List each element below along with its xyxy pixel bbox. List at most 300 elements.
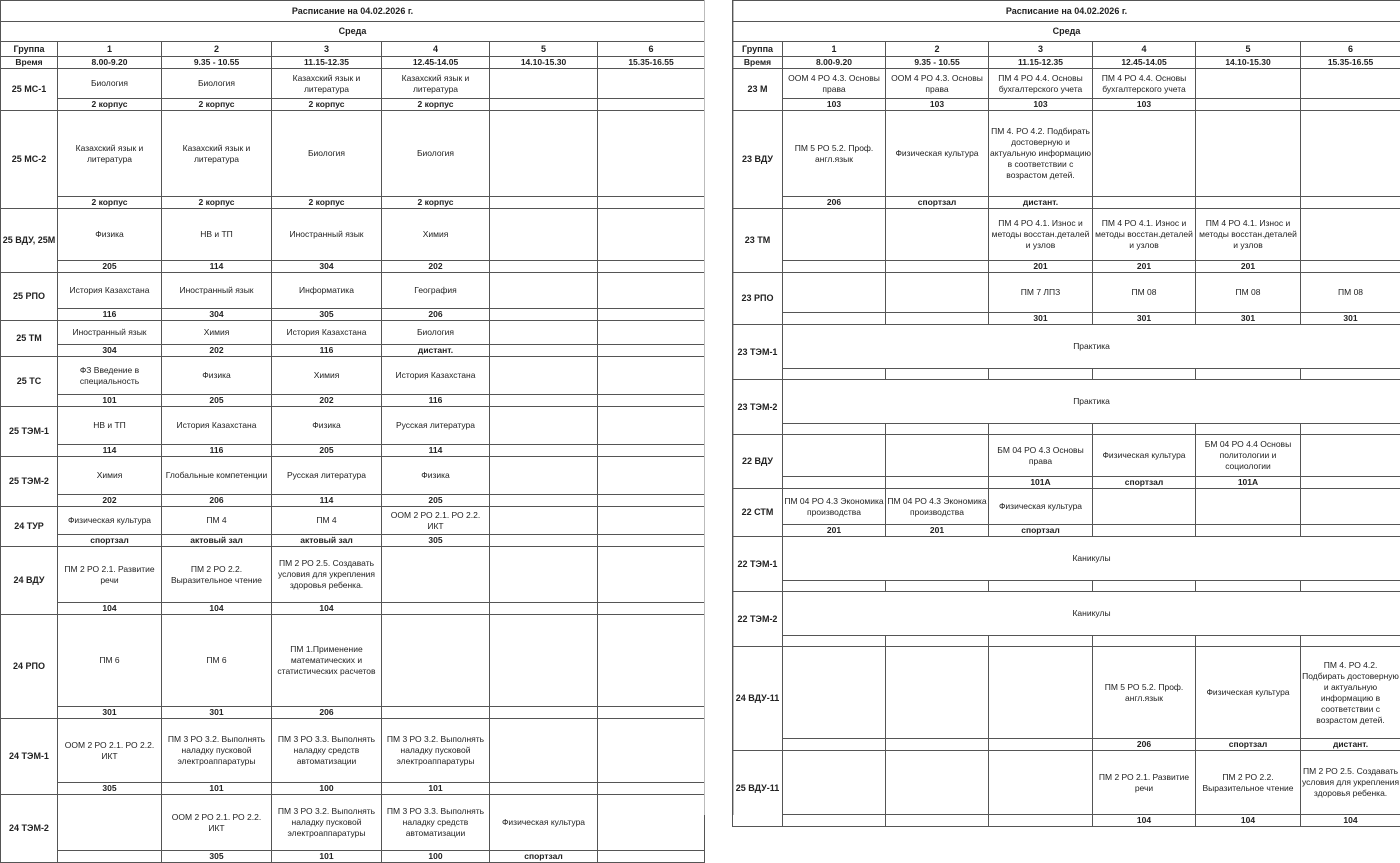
room-cell: 2 корпус [382, 197, 490, 209]
subject-cell: ПМ 4. РО 4.2. Подбирать достоверную и актуальную информацию в соответствии с возрастом детей. [1301, 647, 1400, 739]
room-cell [382, 603, 490, 615]
room-cell [598, 395, 705, 407]
subject-cell: Иностранный язык [162, 273, 272, 309]
subject-cell: ООМ 2 РО 2.1. РО 2.2. ИКТ [382, 507, 490, 535]
subject-cell: История Казахстана [58, 273, 162, 309]
subject-cell [598, 209, 705, 261]
room-cell: 2 корпус [58, 99, 162, 111]
group-name: 25 ВДУ-11 [733, 751, 783, 827]
room-cell [490, 197, 598, 209]
room-cell [886, 369, 989, 380]
subject-cell: ПМ 2 РО 2.2. Выразительное чтение [1196, 751, 1301, 815]
time-slot: 9.35 - 10.55 [886, 57, 989, 69]
room-cell [886, 313, 989, 325]
group-name: 23 М [733, 69, 783, 111]
room-cell: спортзал [886, 197, 989, 209]
subject-cell [1301, 111, 1400, 197]
subject-cell: Иностранный язык [272, 209, 382, 261]
subject-cell [490, 69, 598, 99]
room-cell: 301 [162, 707, 272, 719]
schedule-title: Расписание на 04.02.2026 г. [733, 1, 1400, 22]
room-cell [598, 309, 705, 321]
subject-cell [886, 273, 989, 313]
pair-number: 2 [886, 42, 989, 57]
subject-cell [1301, 435, 1400, 477]
room-cell: 2 корпус [58, 197, 162, 209]
room-cell [1301, 197, 1400, 209]
pair-number: 6 [598, 42, 705, 57]
subject-cell: ООМ 4 РО 4.3. Основы права [783, 69, 886, 99]
room-cell: 304 [162, 309, 272, 321]
merged-status-cell: Каникулы [783, 592, 1400, 636]
subject-cell [1301, 209, 1400, 261]
subject-cell [490, 407, 598, 445]
room-cell [1093, 197, 1196, 209]
room-cell: 205 [58, 261, 162, 273]
room-cell: 116 [272, 345, 382, 357]
room-cell: 201 [886, 525, 989, 537]
room-cell [783, 636, 886, 647]
subject-cell [490, 507, 598, 535]
subject-cell: Казахский язык и литература [162, 111, 272, 197]
pair-number: 4 [382, 42, 490, 57]
subject-cell: ПМ 4 РО 4.1. Износ и методы восстан.деталей и узлов [1093, 209, 1196, 261]
room-cell [783, 261, 886, 273]
subject-cell: ПМ 04 РО 4.3 Экономика производства [783, 489, 886, 525]
subject-cell: ПМ 08 [1093, 273, 1196, 313]
subject-cell: Казахский язык и литература [272, 69, 382, 99]
subject-cell [490, 547, 598, 603]
room-cell [989, 636, 1093, 647]
subject-cell: ПМ 3 РО 3.3. Выполнять наладку средств автоматизации [382, 795, 490, 851]
room-cell [1196, 369, 1301, 380]
room-cell [490, 603, 598, 615]
room-cell: 2 корпус [162, 99, 272, 111]
subject-cell: Физика [58, 209, 162, 261]
group-name: 24 ВДУ-11 [733, 647, 783, 751]
room-cell: 301 [1301, 313, 1400, 325]
time-header: Время [1, 57, 58, 69]
subject-cell: ПМ 2 РО 2.2. Выразительное чтение [162, 547, 272, 603]
subject-cell: Физика [162, 357, 272, 395]
room-cell: 114 [162, 261, 272, 273]
weekday-label: Среда [733, 22, 1400, 42]
pair-number: 6 [1301, 42, 1400, 57]
subject-cell [490, 273, 598, 309]
subject-cell: Казахский язык и литература [382, 69, 490, 99]
room-cell: 104 [1301, 815, 1400, 827]
group-name: 24 ТЭМ-2 [1, 795, 58, 863]
subject-cell [989, 647, 1093, 739]
subject-cell: ПМ 6 [58, 615, 162, 707]
group-name: 23 ВДУ [733, 111, 783, 209]
room-cell [886, 424, 989, 435]
subject-cell [598, 547, 705, 603]
room-cell: 116 [162, 445, 272, 457]
room-cell: спортзал [989, 525, 1093, 537]
room-cell [1301, 525, 1400, 537]
subject-cell [598, 111, 705, 197]
room-cell [989, 581, 1093, 592]
subject-cell [886, 209, 989, 261]
room-cell [886, 261, 989, 273]
subject-cell: История Казахстана [272, 321, 382, 345]
subject-cell [490, 615, 598, 707]
room-cell: 104 [272, 603, 382, 615]
subject-cell: ПМ 08 [1196, 273, 1301, 313]
subject-cell [886, 435, 989, 477]
subject-cell: ПМ 2 РО 2.1. Развитие речи [1093, 751, 1196, 815]
room-cell [1196, 424, 1301, 435]
group-name: 23 ТЭМ-1 [733, 325, 783, 380]
subject-cell: Физическая культура [490, 795, 598, 851]
time-slot: 15.35-16.55 [598, 57, 705, 69]
group-name: 23 ТМ [733, 209, 783, 273]
time-slot: 12.45-14.05 [382, 57, 490, 69]
room-cell [598, 495, 705, 507]
pair-number: 5 [490, 42, 598, 57]
subject-cell: ПМ 3 РО 3.2. Выполнять наладку пусковой электроаппаратуры [382, 719, 490, 783]
room-cell [598, 445, 705, 457]
time-slot: 8.00-9.20 [58, 57, 162, 69]
room-cell: 201 [783, 525, 886, 537]
subject-cell: ПМ 2 РО 2.5. Создавать условия для укрепления здоровья ребенка. [1301, 751, 1400, 815]
subject-cell: Глобальные компетенции [162, 457, 272, 495]
room-cell [490, 535, 598, 547]
time-slot: 8.00-9.20 [783, 57, 886, 69]
room-cell [886, 636, 989, 647]
subject-cell [1093, 111, 1196, 197]
room-cell: 101А [1196, 477, 1301, 489]
room-cell [598, 707, 705, 719]
pair-number: 4 [1093, 42, 1196, 57]
subject-cell [490, 457, 598, 495]
group-name: 22 ТЭМ-2 [733, 592, 783, 647]
time-slot: 11.15-12.35 [989, 57, 1093, 69]
group-name: 25 ТЭМ-2 [1, 457, 58, 507]
room-cell [58, 851, 162, 863]
room-cell [490, 99, 598, 111]
room-cell: 114 [58, 445, 162, 457]
room-cell [598, 603, 705, 615]
room-cell [1196, 636, 1301, 647]
group-header: Группа [733, 42, 783, 57]
room-cell: 201 [1196, 261, 1301, 273]
subject-cell: Физика [382, 457, 490, 495]
subject-cell: Физическая культура [58, 507, 162, 535]
group-name: 25 ТЭМ-1 [1, 407, 58, 457]
room-cell: 114 [272, 495, 382, 507]
time-slot: 9.35 - 10.55 [162, 57, 272, 69]
group-name: 24 ВДУ [1, 547, 58, 615]
subject-cell: ПМ 1.Применение математических и статистических расчетов [272, 615, 382, 707]
subject-cell: ФЗ Введение в специальность [58, 357, 162, 395]
subject-cell: ПМ 7 ЛПЗ [989, 273, 1093, 313]
subject-cell [490, 321, 598, 345]
room-cell [1301, 636, 1400, 647]
subject-cell [783, 273, 886, 313]
room-cell: 305 [382, 535, 490, 547]
room-cell: 304 [272, 261, 382, 273]
room-cell [783, 477, 886, 489]
room-cell [783, 739, 886, 751]
subject-cell: ПМ 4 РО 4.4. Основы бухгалтерского учета [1093, 69, 1196, 99]
subject-cell [598, 719, 705, 783]
subject-cell [783, 209, 886, 261]
room-cell: 205 [382, 495, 490, 507]
subject-cell: ПМ 5 РО 5.2. Проф. англ.язык [1093, 647, 1196, 739]
room-cell: актовый зал [162, 535, 272, 547]
subject-cell: Химия [272, 357, 382, 395]
subject-cell [1196, 111, 1301, 197]
schedule-table-right [732, 0, 1400, 827]
subject-cell [382, 547, 490, 603]
subject-cell [783, 435, 886, 477]
room-cell: 101 [382, 783, 490, 795]
merged-status-cell: Каникулы [783, 537, 1400, 581]
room-cell: 104 [58, 603, 162, 615]
subject-cell [783, 647, 886, 739]
subject-cell: ПМ 4 [272, 507, 382, 535]
room-cell: 100 [382, 851, 490, 863]
room-cell: 103 [1093, 99, 1196, 111]
room-cell: спортзал [490, 851, 598, 863]
weekday-label: Среда [1, 22, 705, 42]
room-cell: 206 [382, 309, 490, 321]
subject-cell: ПМ 4 [162, 507, 272, 535]
schedule-title: Расписание на 04.02.2026 г. [1, 1, 705, 22]
group-name: 23 ТЭМ-2 [733, 380, 783, 435]
subject-cell: ПМ 04 РО 4.3 Экономика производства [886, 489, 989, 525]
subject-cell: ПМ 4 РО 4.4. Основы бухгалтерского учета [989, 69, 1093, 99]
pair-number: 5 [1196, 42, 1301, 57]
subject-cell [598, 457, 705, 495]
room-cell [1301, 261, 1400, 273]
subject-cell [1196, 69, 1301, 99]
subject-cell: БМ 04 РО 4.3 Основы права [989, 435, 1093, 477]
time-slot: 14.10-15.30 [490, 57, 598, 69]
subject-cell: Физика [272, 407, 382, 445]
subject-cell [1093, 489, 1196, 525]
room-cell [1196, 525, 1301, 537]
subject-cell: ООМ 2 РО 2.1. РО 2.2. ИКТ [162, 795, 272, 851]
subject-cell [598, 507, 705, 535]
room-cell [783, 313, 886, 325]
subject-cell: ПМ 2 РО 2.1. Развитие речи [58, 547, 162, 603]
room-cell [1301, 369, 1400, 380]
subject-cell: Казахский язык и литература [58, 111, 162, 197]
subject-cell [490, 719, 598, 783]
room-cell: 305 [272, 309, 382, 321]
room-cell [886, 815, 989, 827]
room-cell: 202 [272, 395, 382, 407]
room-cell [783, 815, 886, 827]
subject-cell [598, 407, 705, 445]
room-cell [886, 581, 989, 592]
room-cell: 101 [58, 395, 162, 407]
room-cell [1196, 581, 1301, 592]
room-cell [1301, 99, 1400, 111]
time-slot: 11.15-12.35 [272, 57, 382, 69]
room-cell: 104 [1196, 815, 1301, 827]
subject-cell: Химия [382, 209, 490, 261]
room-cell [1196, 99, 1301, 111]
time-header: Время [733, 57, 783, 69]
room-cell: 202 [162, 345, 272, 357]
room-cell [783, 369, 886, 380]
group-name: 22 ВДУ [733, 435, 783, 489]
room-cell: актовый зал [272, 535, 382, 547]
subject-cell: Физическая культура [1093, 435, 1196, 477]
room-cell: 202 [58, 495, 162, 507]
room-cell: 104 [162, 603, 272, 615]
room-cell [598, 535, 705, 547]
room-cell: 201 [1093, 261, 1196, 273]
pair-number: 3 [989, 42, 1093, 57]
room-cell [1301, 581, 1400, 592]
subject-cell: ПМ 4. РО 4.2. Подбирать достоверную и актуальную информацию в соответствии с возрастом детей. [989, 111, 1093, 197]
room-cell: 116 [58, 309, 162, 321]
room-cell: 301 [1196, 313, 1301, 325]
subject-cell: НВ и ТП [162, 209, 272, 261]
subject-cell [886, 751, 989, 815]
sheet-gap [704, 0, 734, 815]
group-name: 24 ТЭМ-1 [1, 719, 58, 795]
subject-cell: ПМ 3 РО 3.2. Выполнять наладку пусковой электроаппаратуры [272, 795, 382, 851]
subject-cell: Биология [382, 111, 490, 197]
subject-cell: Физическая культура [886, 111, 989, 197]
room-cell: 114 [382, 445, 490, 457]
subject-cell [490, 209, 598, 261]
time-slot: 12.45-14.05 [1093, 57, 1196, 69]
group-name: 25 РПО [1, 273, 58, 321]
room-cell: 103 [783, 99, 886, 111]
subject-cell: ПМ 4 РО 4.1. Износ и методы восстан.деталей и узлов [989, 209, 1093, 261]
subject-cell: История Казахстана [162, 407, 272, 445]
subject-cell: ПМ 4 РО 4.1. Износ и методы восстан.деталей и узлов [1196, 209, 1301, 261]
group-name: 24 ТУР [1, 507, 58, 547]
subject-cell: ПМ 5 РО 5.2. Проф. англ.язык [783, 111, 886, 197]
group-name: 25 ТМ [1, 321, 58, 357]
pair-number: 1 [58, 42, 162, 57]
room-cell: 2 корпус [272, 99, 382, 111]
room-cell [490, 345, 598, 357]
room-cell [490, 445, 598, 457]
room-cell [490, 707, 598, 719]
room-cell [1093, 525, 1196, 537]
subject-cell: ПМ 6 [162, 615, 272, 707]
room-cell: 301 [1093, 313, 1196, 325]
group-header: Группа [1, 42, 58, 57]
group-name: 25 ТС [1, 357, 58, 407]
room-cell: 304 [58, 345, 162, 357]
room-cell: 2 корпус [382, 99, 490, 111]
room-cell [598, 345, 705, 357]
subject-cell: ПМ 2 РО 2.5. Создавать условия для укрепления здоровья ребенка. [272, 547, 382, 603]
subject-cell: ООМ 2 РО 2.1. РО 2.2. ИКТ [58, 719, 162, 783]
room-cell [1093, 636, 1196, 647]
subject-cell [1301, 489, 1400, 525]
room-cell: 206 [783, 197, 886, 209]
room-cell: 206 [1093, 739, 1196, 751]
room-cell [1093, 581, 1196, 592]
room-cell [490, 395, 598, 407]
subject-cell [490, 111, 598, 197]
subject-cell [382, 615, 490, 707]
subject-cell [58, 795, 162, 851]
subject-cell: ПМ 08 [1301, 273, 1400, 313]
pair-number: 1 [783, 42, 886, 57]
group-name: 24 РПО [1, 615, 58, 719]
room-cell: 100 [272, 783, 382, 795]
room-cell: 305 [162, 851, 272, 863]
room-cell: дистант. [1301, 739, 1400, 751]
subject-cell: Биология [382, 321, 490, 345]
room-cell [598, 261, 705, 273]
subject-cell [598, 615, 705, 707]
room-cell: 2 корпус [272, 197, 382, 209]
subject-cell: Биология [272, 111, 382, 197]
room-cell: 202 [382, 261, 490, 273]
group-name: 22 СТМ [733, 489, 783, 537]
subject-cell: БМ 04 РО 4.4 Основы политологии и социологии [1196, 435, 1301, 477]
subject-cell [989, 751, 1093, 815]
subject-cell [598, 357, 705, 395]
room-cell [598, 851, 705, 863]
time-slot: 14.10-15.30 [1196, 57, 1301, 69]
pair-number: 3 [272, 42, 382, 57]
room-cell: спортзал [58, 535, 162, 547]
subject-cell: Биология [162, 69, 272, 99]
subject-cell [598, 273, 705, 309]
room-cell: 205 [272, 445, 382, 457]
room-cell [490, 261, 598, 273]
room-cell [989, 424, 1093, 435]
room-cell: спортзал [1093, 477, 1196, 489]
group-name: 25 МС-2 [1, 111, 58, 209]
subject-cell: Химия [162, 321, 272, 345]
room-cell: 103 [886, 99, 989, 111]
subject-cell: Русская литература [382, 407, 490, 445]
subject-cell [1196, 489, 1301, 525]
room-cell: 116 [382, 395, 490, 407]
room-cell: 101 [272, 851, 382, 863]
room-cell [598, 197, 705, 209]
room-cell: 301 [58, 707, 162, 719]
room-cell: дистант. [989, 197, 1093, 209]
group-name: 25 ВДУ, 25М [1, 209, 58, 273]
room-cell: 301 [989, 313, 1093, 325]
subject-cell: История Казахстана [382, 357, 490, 395]
subject-cell [1301, 69, 1400, 99]
subject-cell: Информатика [272, 273, 382, 309]
subject-cell: Химия [58, 457, 162, 495]
group-name: 22 ТЭМ-1 [733, 537, 783, 592]
room-cell: 305 [58, 783, 162, 795]
room-cell [490, 495, 598, 507]
subject-cell [598, 321, 705, 345]
room-cell [490, 309, 598, 321]
subject-cell [598, 795, 705, 851]
room-cell: дистант. [382, 345, 490, 357]
room-cell: 101 [162, 783, 272, 795]
room-cell [783, 424, 886, 435]
room-cell [989, 815, 1093, 827]
subject-cell: ООМ 4 РО 4.3. Основы права [886, 69, 989, 99]
room-cell [886, 477, 989, 489]
room-cell [989, 369, 1093, 380]
subject-cell [783, 751, 886, 815]
